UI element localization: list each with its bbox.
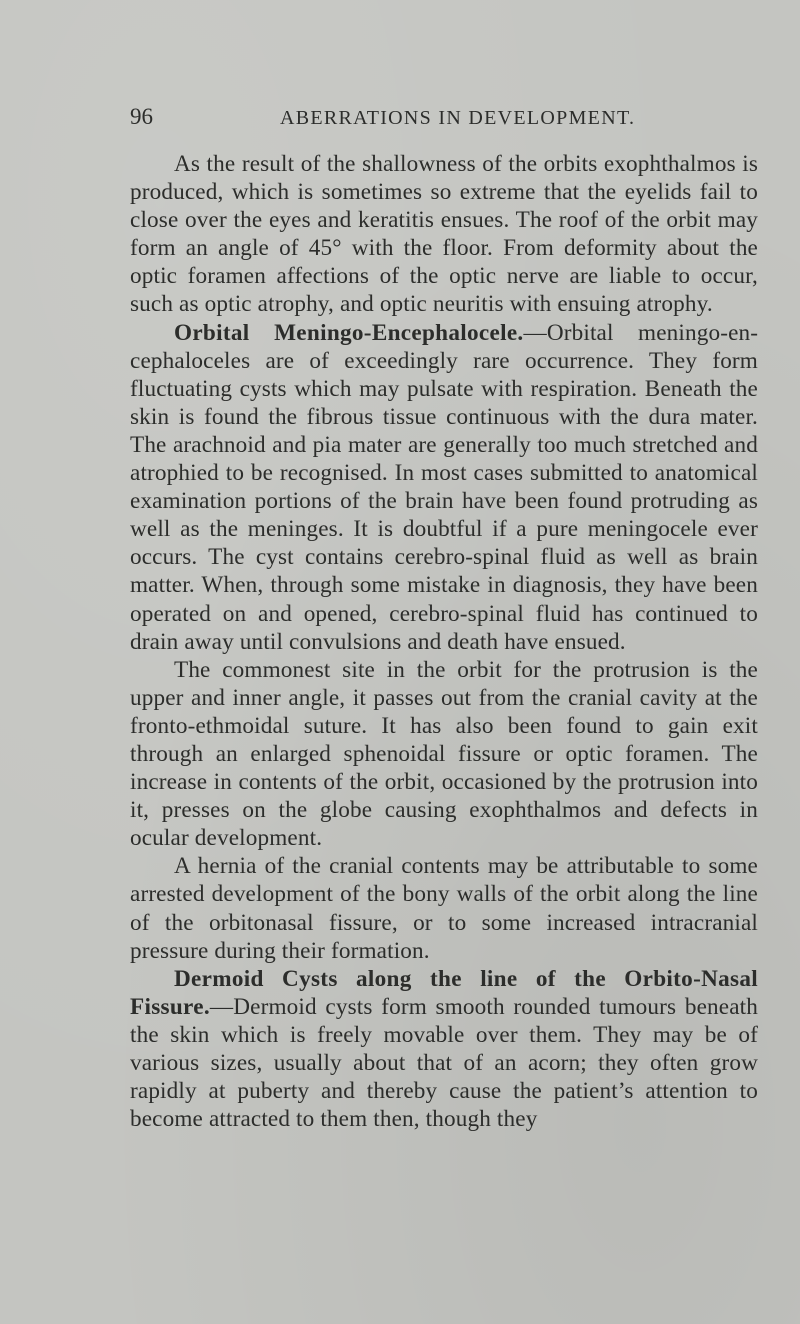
paragraph <box>130 965 758 1134</box>
book-page <box>130 104 758 1133</box>
page-number: 96 <box>130 104 153 129</box>
paragraph <box>130 319 758 656</box>
paragraph <box>130 150 758 319</box>
section-heading: Dermoid Cysts along the line of the Orbito-Nasal Fissure. <box>130 965 758 1020</box>
paragraph <box>130 852 758 964</box>
page-header <box>130 104 758 136</box>
paragraph-text: —Orbital meningo-encephaloceles are of exceedingly rare occurrence. They form fluctuating cysts which may pulsate with respiration. Beneath the skin is found the fibrous tissue continuous with the dura mater. The arachnoid and pia mater are generally too much stretched and atrophied to be recognised. In most cases submitted to anatomical examination portions of the brain have been found protruding as well as the meninges. It is doubtful if a pure meningocele ever occurs. The cyst contains cerebro-spinal fluid as well as brain matter. When, through some mistake in diagnosis, they have been operated on and opened, cerebro-spinal fluid has continued to drain away until convulsions and death have ensued. <box>130 319 758 655</box>
paragraph-text: —Dermoid cysts form smooth rounded tumours beneath the skin which is freely movable over them. They may be of various sizes, usually about that of an acorn; they often grow rapidly at puberty and thereby cause the patient’s attention to become attracted to them then, though they <box>130 993 758 1133</box>
running-title: ABERRATIONS IN DEVELOPMENT. <box>280 107 636 129</box>
body-text <box>130 150 758 1133</box>
paragraph <box>130 656 758 853</box>
section-heading: Orbital Meningo-Encephalocele. <box>174 319 524 346</box>
paragraph-text: The commonest site in the orbit for the protrusion is the upper and inner angle, it passes out from the cranial cavity at the fronto-ethmoidal suture. It has also been found to gain exit through an enlarged sphenoidal fissure or optic foramen. The increase in contents of the orbit, occasioned by the protrusion into it, presses on the globe causing exophthalmos and defects in ocular development. <box>130 656 758 852</box>
paragraph-text: As the result of the shallowness of the orbits exophthalmos is produced, which is sometimes so extreme that the eyelids fail to close over the eyes and keratitis ensues. The roof of the orbit may form an angle of 45° with the floor. From deformity about the optic foramen affections of the optic nerve are liable to occur, such as optic atrophy, and optic neuritis with ensuing atrophy. <box>130 151 758 318</box>
paragraph-text: A hernia of the cranial contents may be attributable to some arrested development of the bony walls of the orbit along the line of the orbitonasal fissure, or to some increased intracranial pressure during their formation. <box>130 853 758 964</box>
